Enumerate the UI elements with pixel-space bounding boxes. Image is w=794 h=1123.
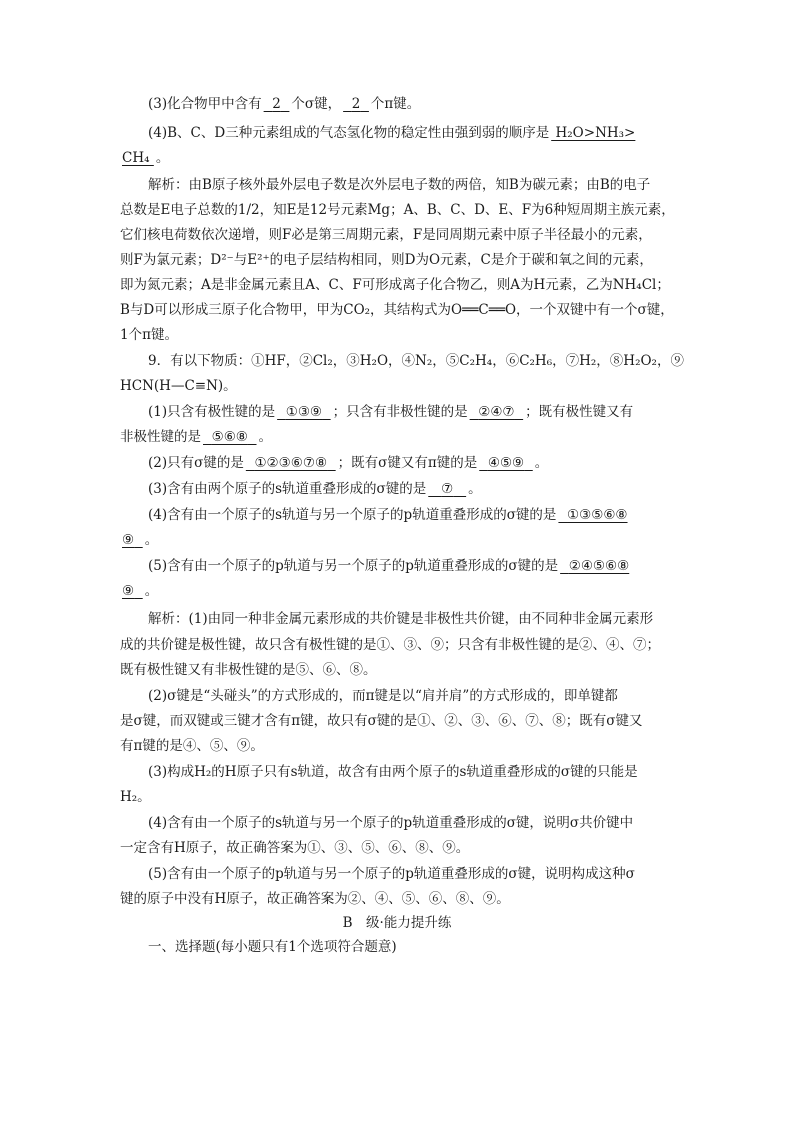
text: 。	[468, 481, 482, 497]
text: 。	[144, 583, 159, 599]
answer-blank	[341, 96, 371, 112]
explanation-line: (3)构成H₂的H原子只有s轨道，故含有由两个原子的s轨道重叠形成的σ键的只能是	[148, 764, 638, 780]
explanation-line: 则F为氯元素；D²⁻与E²⁺的电子层结构相同，则D为O元素，C是介于碳和氧之间的元素，	[120, 252, 653, 268]
explanation-line: (4)含有由一个原子的s轨道与另一个原子的p轨道重叠形成的σ键，说明σ共价键中	[148, 815, 634, 831]
section-title: B 级·能力提升练	[342, 915, 452, 931]
text: 。	[144, 532, 159, 548]
explanation-line: 既有极性键又有非极性键的是⑤、⑥、⑧。	[120, 662, 377, 678]
sub-question-2	[148, 453, 676, 473]
answer: ⑨	[122, 532, 135, 548]
sub-question-5	[148, 556, 676, 576]
answer-blank	[120, 150, 156, 166]
answer-blank	[556, 507, 629, 523]
explanation-line: B与D可以形成三原子化合物甲，甲为CO₂，其结构式为O══C══O，一个双键中有一个σ键，	[120, 302, 674, 318]
subsection-title: 一、选择题(每小题只有1个选项符合题意)	[148, 939, 397, 955]
explanation-line: 1个π键。	[120, 327, 178, 343]
sub-question-1-cont	[120, 427, 676, 447]
sub-question-3	[148, 479, 676, 499]
answer-blank	[262, 96, 292, 112]
answer: ①③⑤⑥⑧	[567, 507, 628, 523]
text: ；只含有非极性键的是	[332, 404, 468, 420]
text: 。	[258, 429, 272, 445]
question-9-cont: HCN(H—C≡N)。	[120, 378, 237, 394]
question-9: 9．有以下物质：①HF，②Cl₂，③H₂O，④N₂，⑤C₂H₄，⑥C₂H₆，⑦H₂，⑧H₂O₂，⑨	[148, 353, 684, 369]
text: (4)B、C、D三种元素组成的气态氢化物的稳定性由强到弱的顺序是	[148, 125, 550, 141]
answer-blank	[558, 558, 631, 574]
answer-blank	[244, 455, 338, 471]
question-3	[148, 94, 676, 114]
answer-blank	[201, 429, 259, 445]
answer: ①②③⑥⑦⑧	[254, 455, 328, 471]
text: (3)化合物甲中含有	[148, 96, 262, 112]
text: 。	[155, 150, 170, 166]
text: (4)含有由一个原子的s轨道与另一个原子的p轨道重叠形成的σ键的是	[148, 507, 557, 523]
text: (2)只有σ键的是	[148, 455, 244, 471]
answer-blank	[120, 532, 145, 548]
answer-blank	[426, 481, 468, 497]
explanation-line: (5)含有由一个原子的p轨道与另一个原子的p轨道重叠形成的σ键，说明构成这种σ	[148, 866, 635, 882]
answer: ⑨	[122, 583, 135, 599]
answer-blank	[275, 404, 333, 420]
explanation-line: H₂。	[120, 789, 151, 805]
answer: 2	[351, 96, 361, 112]
text: 个π键。	[370, 96, 421, 112]
answer: ②④⑦	[478, 404, 515, 420]
explanation-line: 总数是E电子总数的1/2，知E是12号元素Mg；A、B、C、D、E、F为6种短周期主族元素，	[120, 202, 675, 218]
text: 个σ键，	[291, 96, 342, 112]
answer: 2	[272, 96, 281, 112]
answer: CH₄	[122, 150, 150, 166]
text: (3)含有由两个原子的s轨道重叠形成的σ键的是	[148, 481, 427, 497]
question-4	[148, 123, 676, 143]
sub-question-1	[148, 402, 676, 422]
text: ；既有极性键又有	[525, 404, 634, 420]
explanation-line: 它们核电荷数依次递增，则F必是第三周期元素，F是同周期元素中原子半径最小的元素，	[120, 227, 652, 243]
explanation-line: 解析：由B原子核外最外层电子数是次外层电子数的两倍，知B为碳元素；由B的电子	[148, 177, 651, 193]
explanation-line: 成的共价键是极性键，故只含有极性键的是①、③、⑨；只含有非极性键的是②、④、⑦；	[120, 637, 660, 653]
answer: ②④⑤⑥⑧	[568, 558, 630, 574]
explanation-line: 解析：(1)由同一种非金属元素形成的共价键是非极性共价键，由不同种非金属元素形	[148, 611, 654, 627]
question-4-cont	[120, 148, 676, 168]
text: (5)含有由一个原子的p轨道与另一个原子的p轨道重叠形成的σ键的是	[148, 558, 559, 574]
answer-blank	[477, 455, 535, 471]
sub-question-5-cont	[120, 581, 676, 601]
text: 非极性键的是	[120, 429, 201, 445]
explanation-line: 一定含有H原子，故正确答案为①、③、⑤、⑥、⑧、⑨。	[120, 840, 470, 856]
answer-blank	[549, 125, 637, 141]
explanation-line: 有π键的是④、⑤、⑨。	[120, 738, 264, 754]
answer: ⑦	[441, 481, 454, 497]
answer: ④⑤⑨	[487, 455, 525, 471]
text: (1)只含有极性键的是	[148, 404, 276, 420]
explanation-line: 即为氮元素；A是非金属元素且A、C、F可形成离子化合物乙，则A为H元素，乙为NH₄Cl；	[120, 277, 670, 293]
answer: ①③⑨	[285, 404, 323, 420]
explanation-line: 是σ键，而双键或三键才含有π键，故只有σ键的是①、②、③、⑥、⑦、⑧；既有σ键又	[120, 713, 643, 729]
sub-question-4-cont	[120, 530, 676, 550]
answer: ⑤⑥⑧	[211, 429, 248, 445]
answer-blank	[468, 404, 526, 420]
sub-question-4	[148, 505, 676, 525]
text: ；既有σ键又有π键的是	[337, 455, 478, 471]
answer: H₂O>NH₃>	[555, 125, 636, 141]
answer-blank	[120, 583, 145, 599]
explanation-line: 键的原子中没有H原子，故正确答案为②、④、⑤、⑥、⑧、⑨。	[120, 891, 510, 907]
explanation-line: (2)σ键是“头碰头”的方式形成的，而π键是以“肩并肩”的方式形成的，即单键都	[148, 688, 618, 704]
text: 。	[534, 455, 549, 471]
